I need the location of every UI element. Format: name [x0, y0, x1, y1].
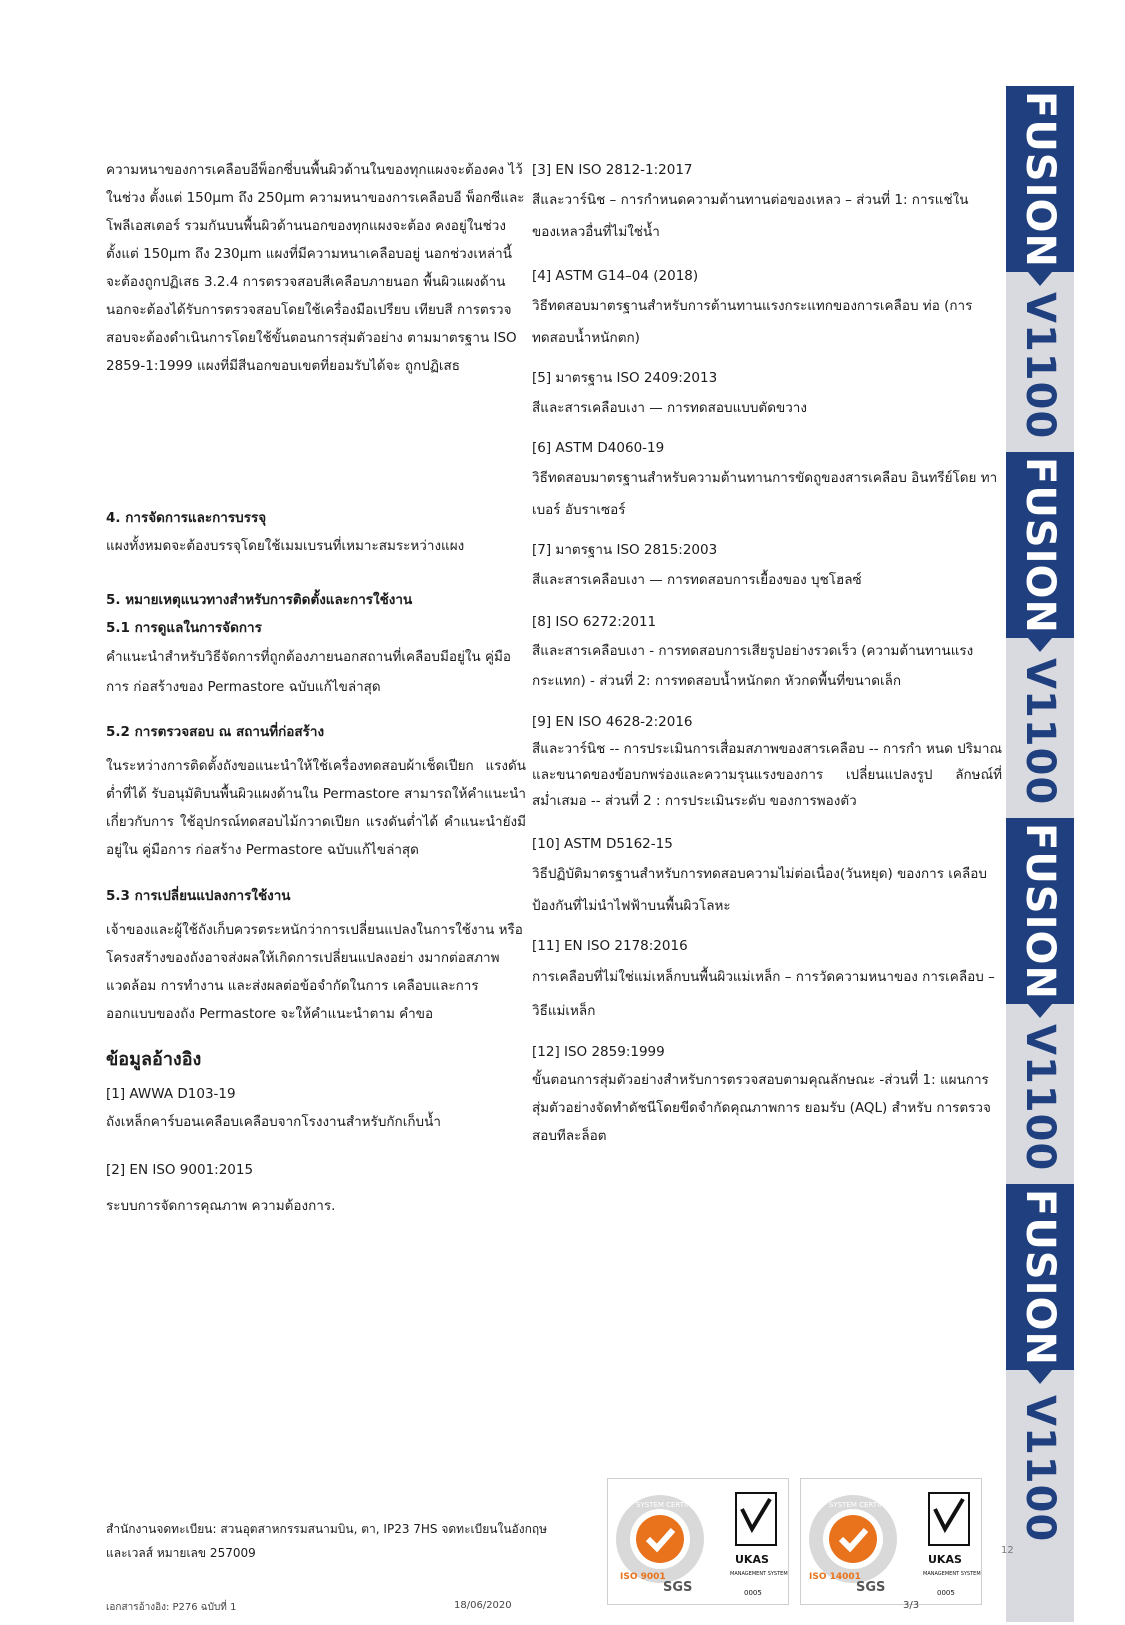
registered-office-address: สำนักงานจดทะเบียน: สวนอุตสาหกรรมสนามบิน, ตา, IP23 7HS จดทะเบียนในอังกฤษ และเวลส์ หมายเลข 257009 — [106, 1522, 548, 1560]
intro-paragraph: ความหนาของการเคลือบอีพ็อกซี่บนพื้นผิวด้านในของทุกแผงจะต้องคง ไว้ในช่วง ตั้งแต่ 150µm ถึง 250µm ความหนาของการเคลือบอี พ็อกซีและโพลีเอสเตอร์ รวมกันบนพื้นผิวด้านนอกของทุกแผงจะต้อง คงอยู่ในช่วงตั้งแต่ 150µm ถึง 230µm แผงที่มีความหนาเคลือบอยู่ นอกช่วงเหล่านี้จะต้องถูกปฏิเสธ 3.2.4 การตรวจสอบสีเคลือบภายนอก พื้นผิวแผงด้านนอกจะต้องได้รับการตรวจสอบโดยใช้เครื่องมือเปรียบ เทียบสี การตรวจสอบจะต้องดำเนินการโดยใช้ขั้นตอนการสุ่มตัวอย่าง ตามมาตรฐาน ISO 2859-1:1999 แผงที่มีสีนอกขอบเขตที่ยอมรับได้จะ ถูกปฏิเสธ — [106, 162, 525, 374]
chevron-down-icon — [1028, 1370, 1052, 1384]
ref-item — [532, 1038, 1002, 1150]
brand-label: FUSION — [1017, 1188, 1063, 1366]
brand-label: FUSION — [1017, 822, 1063, 1000]
model-label: V1100 — [1017, 658, 1063, 806]
brand-label: FUSION — [1017, 456, 1063, 634]
brand-side-banner — [1006, 86, 1074, 1622]
section-5-1-title: 5.1 การดูแลในการจัดการ — [106, 620, 262, 636]
ref-2-title: [2] EN ISO 9001:2015 — [106, 1162, 254, 1178]
document-date: 18/06/2020 — [454, 1600, 512, 1611]
svg-text:0005: 0005 — [937, 1589, 955, 1597]
svg-text:SGS: SGS — [663, 1580, 693, 1595]
model-label: V1100 — [1017, 1395, 1063, 1543]
ref-text: สีและวาร์นิช -- การประเมินการเสื่อมสภาพของสารเคลือบ -- การกำ หนด ปริมาณและขนาดของข้อบกพร่องและความรุนแรงของการ เปลี่ยนแปลงรูป ลักษณ์ที่สม่ำเสมอ -- ส่วนที่ 2 : การประเมินระดับ ของการพองตัว — [532, 741, 1002, 809]
section-4-text: แผงทั้งหมดจะต้องบรรจุโดยใช้เมมเบรนที่เหมาะสมระหว่างแผง — [106, 538, 465, 554]
section-4-title: 4. การจัดการและการบรรจุ — [106, 510, 267, 526]
chevron-down-icon — [1028, 272, 1052, 286]
document-reference: เอกสารอ้างอิง: P276 ฉบับที่ 1 — [106, 1602, 237, 1613]
ref-1-title: [1] AWWA D103-19 — [106, 1086, 236, 1102]
chevron-down-icon — [1028, 638, 1052, 652]
ref-title: [11] EN ISO 2178:2016 — [532, 938, 688, 954]
section-5-2-title: 5.2 การตรวจสอบ ณ สถานที่ก่อสร้าง — [106, 724, 325, 740]
svg-text:SYSTEM CERTIFICATION: SYSTEM CERTIFICATION — [636, 1501, 719, 1509]
page-count: 3/3 — [903, 1600, 920, 1611]
svg-text:MANAGEMENT SYSTEMS: MANAGEMENT SYSTEMS — [730, 1571, 788, 1577]
brand-label: FUSION — [1017, 90, 1063, 268]
ref-title: [9] EN ISO 4628-2:2016 — [532, 714, 693, 730]
model-label: V1100 — [1017, 1024, 1063, 1172]
ref-item — [532, 608, 1002, 696]
svg-text:0005: 0005 — [744, 1589, 762, 1597]
ref-2-text: ระบบการจัดการคุณภาพ ความต้องการ. — [106, 1198, 336, 1214]
section-5-2-text: ในระหว่างการติดตั้งถังขอแนะนำให้ใช้เครื่องทดสอบผ้าเช็ดเปียก แรงดันต่ำที่ได้ รับอนุมัติบนพื้นผิวแผงด้านใน Permastore สามารถให้คำแนะนำเกี่ยวกับการ ใช้อุปกรณ์ทดสอบไม้กวาดเปียก แรงดันต่ำได้ คำแนะนำยังมีอยู่ใน คู่มือการ ก่อสร้าง Permastore ฉบับแก้ไขล่าสุด — [106, 758, 526, 858]
svg-text:SYSTEM CERTIFICATION: SYSTEM CERTIFICATION — [829, 1501, 912, 1509]
references-title: ข้อมูลอ้างอิง — [106, 1049, 202, 1070]
ref-item — [532, 364, 1002, 424]
model-label: V1100 — [1017, 292, 1063, 440]
ref-item — [532, 708, 1002, 814]
ref-text: วิธีทดสอบมาตรฐานสำหรับความต้านทานการขัดถูของสารเคลือบ อินทรีย์โดย ทาเบอร์ อับราเซอร์ — [532, 470, 998, 518]
svg-text:MANAGEMENT SYSTEMS: MANAGEMENT SYSTEMS — [923, 1571, 981, 1577]
section-5-3-text: เจ้าของและผู้ใช้ถังเก็บควรตระหนักว่าการเปลี่ยนแปลงในการใช้งาน หรือ โครงสร้างของถังอาจส่งผลให้เกิดการเปลี่ยนแปลงอย่า งมากต่อสภาพแวดล้อม การทำงาน และส่งผลต่อข้อจำกัดในการ เคลือบและการออกแบบของถัง Permastore จะให้คำแนะนำตาม คำขอ — [106, 922, 523, 1022]
ref-item — [532, 830, 1002, 922]
left-column — [106, 156, 526, 1220]
ref-text: วิธีปฏิบัติมาตรฐานสำหรับการทดสอบความไม่ต่อเนื่อง(วันหยุด) ของการ เคลือบป้องกันที่ไม่นำไฟฟ้าบนพื้นผิวโลหะ — [532, 866, 987, 914]
ref-1-text: ถังเหล็กคาร์บอนเคลือบเคลือบจากโรงงานสำหรับกักเก็บน้ำ — [106, 1114, 441, 1130]
ref-text: ขั้นตอนการสุ่มตัวอย่างสำหรับการตรวจสอบตามคุณลักษณะ -ส่วนที่ 1: แผนการสุ่มตัวอย่างจัดทำดัชนีโดยขีดจำกัดคุณภาพการ ยอมรับ (AQL) สำหรับ การตรวจสอบทีละล็อต — [532, 1072, 991, 1144]
ref-title: [12] ISO 2859:1999 — [532, 1044, 665, 1060]
ref-title: [7] มาตรฐาน ISO 2815:2003 — [532, 542, 718, 558]
ref-item — [532, 262, 1002, 354]
ref-title: [3] EN ISO 2812-1:2017 — [532, 162, 693, 178]
ref-title: [10] ASTM D5162-15 — [532, 836, 673, 852]
section-5-title: 5. หมายเหตุแนวทางสำหรับการติดตั้งและการใช้งาน — [106, 592, 413, 608]
svg-text:UKAS: UKAS — [928, 1553, 962, 1566]
ref-title: [8] ISO 6272:2011 — [532, 614, 657, 630]
page-number: 12 — [1001, 1545, 1014, 1556]
svg-text:ISO 9001: ISO 9001 — [620, 1572, 666, 1582]
ref-text: วิธีทดสอบมาตรฐานสำหรับการต้านทานแรงกระแทกของการเคลือบ ท่อ (การ ทดสอบน้ำหนักตก) — [532, 298, 973, 346]
section-5-1-text: คำแนะนำสำหรับวิธีจัดการที่ถูกต้องภายนอกสถานที่เคลือบมีอยู่ใน คู่มือการ ก่อสร้างของ Permastore ฉบับแก้ไขล่าสุด — [106, 649, 512, 695]
ref-text: สีและสารเคลือบเงา — การทดสอบการเยื้องของ บุชโฮลซ์ — [532, 572, 862, 588]
ref-item — [532, 156, 1002, 248]
ref-title: [5] มาตรฐาน ISO 2409:2013 — [532, 370, 718, 386]
iso9001-certification-logo — [607, 1478, 789, 1605]
iso14001-certification-logo — [800, 1478, 982, 1605]
ref-item — [532, 932, 1002, 1028]
ref-text: สีและสารเคลือบเงา - การทดสอบการเสียรูปอย่างรวดเร็ว (ความต้านทานแรง กระแทก) - ส่วนที่ 2: การทดสอบน้ำหนักตก หัวกดพื้นที่ขนาดเล็ก — [532, 643, 974, 689]
ref-title: [4] ASTM G14–04 (2018) — [532, 268, 699, 284]
svg-text:UKAS: UKAS — [735, 1553, 769, 1566]
ref-text: สีและสารเคลือบเงา — การทดสอบแบบตัดขวาง — [532, 400, 807, 416]
ref-item — [532, 434, 1002, 526]
chevron-down-icon — [1028, 1004, 1052, 1018]
section-5-3-title: 5.3 การเปลี่ยนแปลงการใช้งาน — [106, 888, 291, 904]
ref-title: [6] ASTM D4060-19 — [532, 440, 665, 456]
right-column — [532, 156, 1002, 1150]
svg-text:SGS: SGS — [856, 1580, 886, 1595]
ref-text: การเคลือบที่ไม่ใช่แม่เหล็กบนพื้นผิวแม่เหล็ก – การวัดความหนาของ การเคลือบ – วิธีแม่เหล็ก — [532, 969, 995, 1019]
svg-text:ISO 14001: ISO 14001 — [809, 1572, 861, 1582]
ref-item — [532, 536, 1002, 596]
ref-text: สีและวาร์นิช – การกำหนดความต้านทานต่อของเหลว – ส่วนที่ 1: การแช่ในของเหลวอื่นที่ไม่ใช่น้ำ — [532, 192, 969, 240]
